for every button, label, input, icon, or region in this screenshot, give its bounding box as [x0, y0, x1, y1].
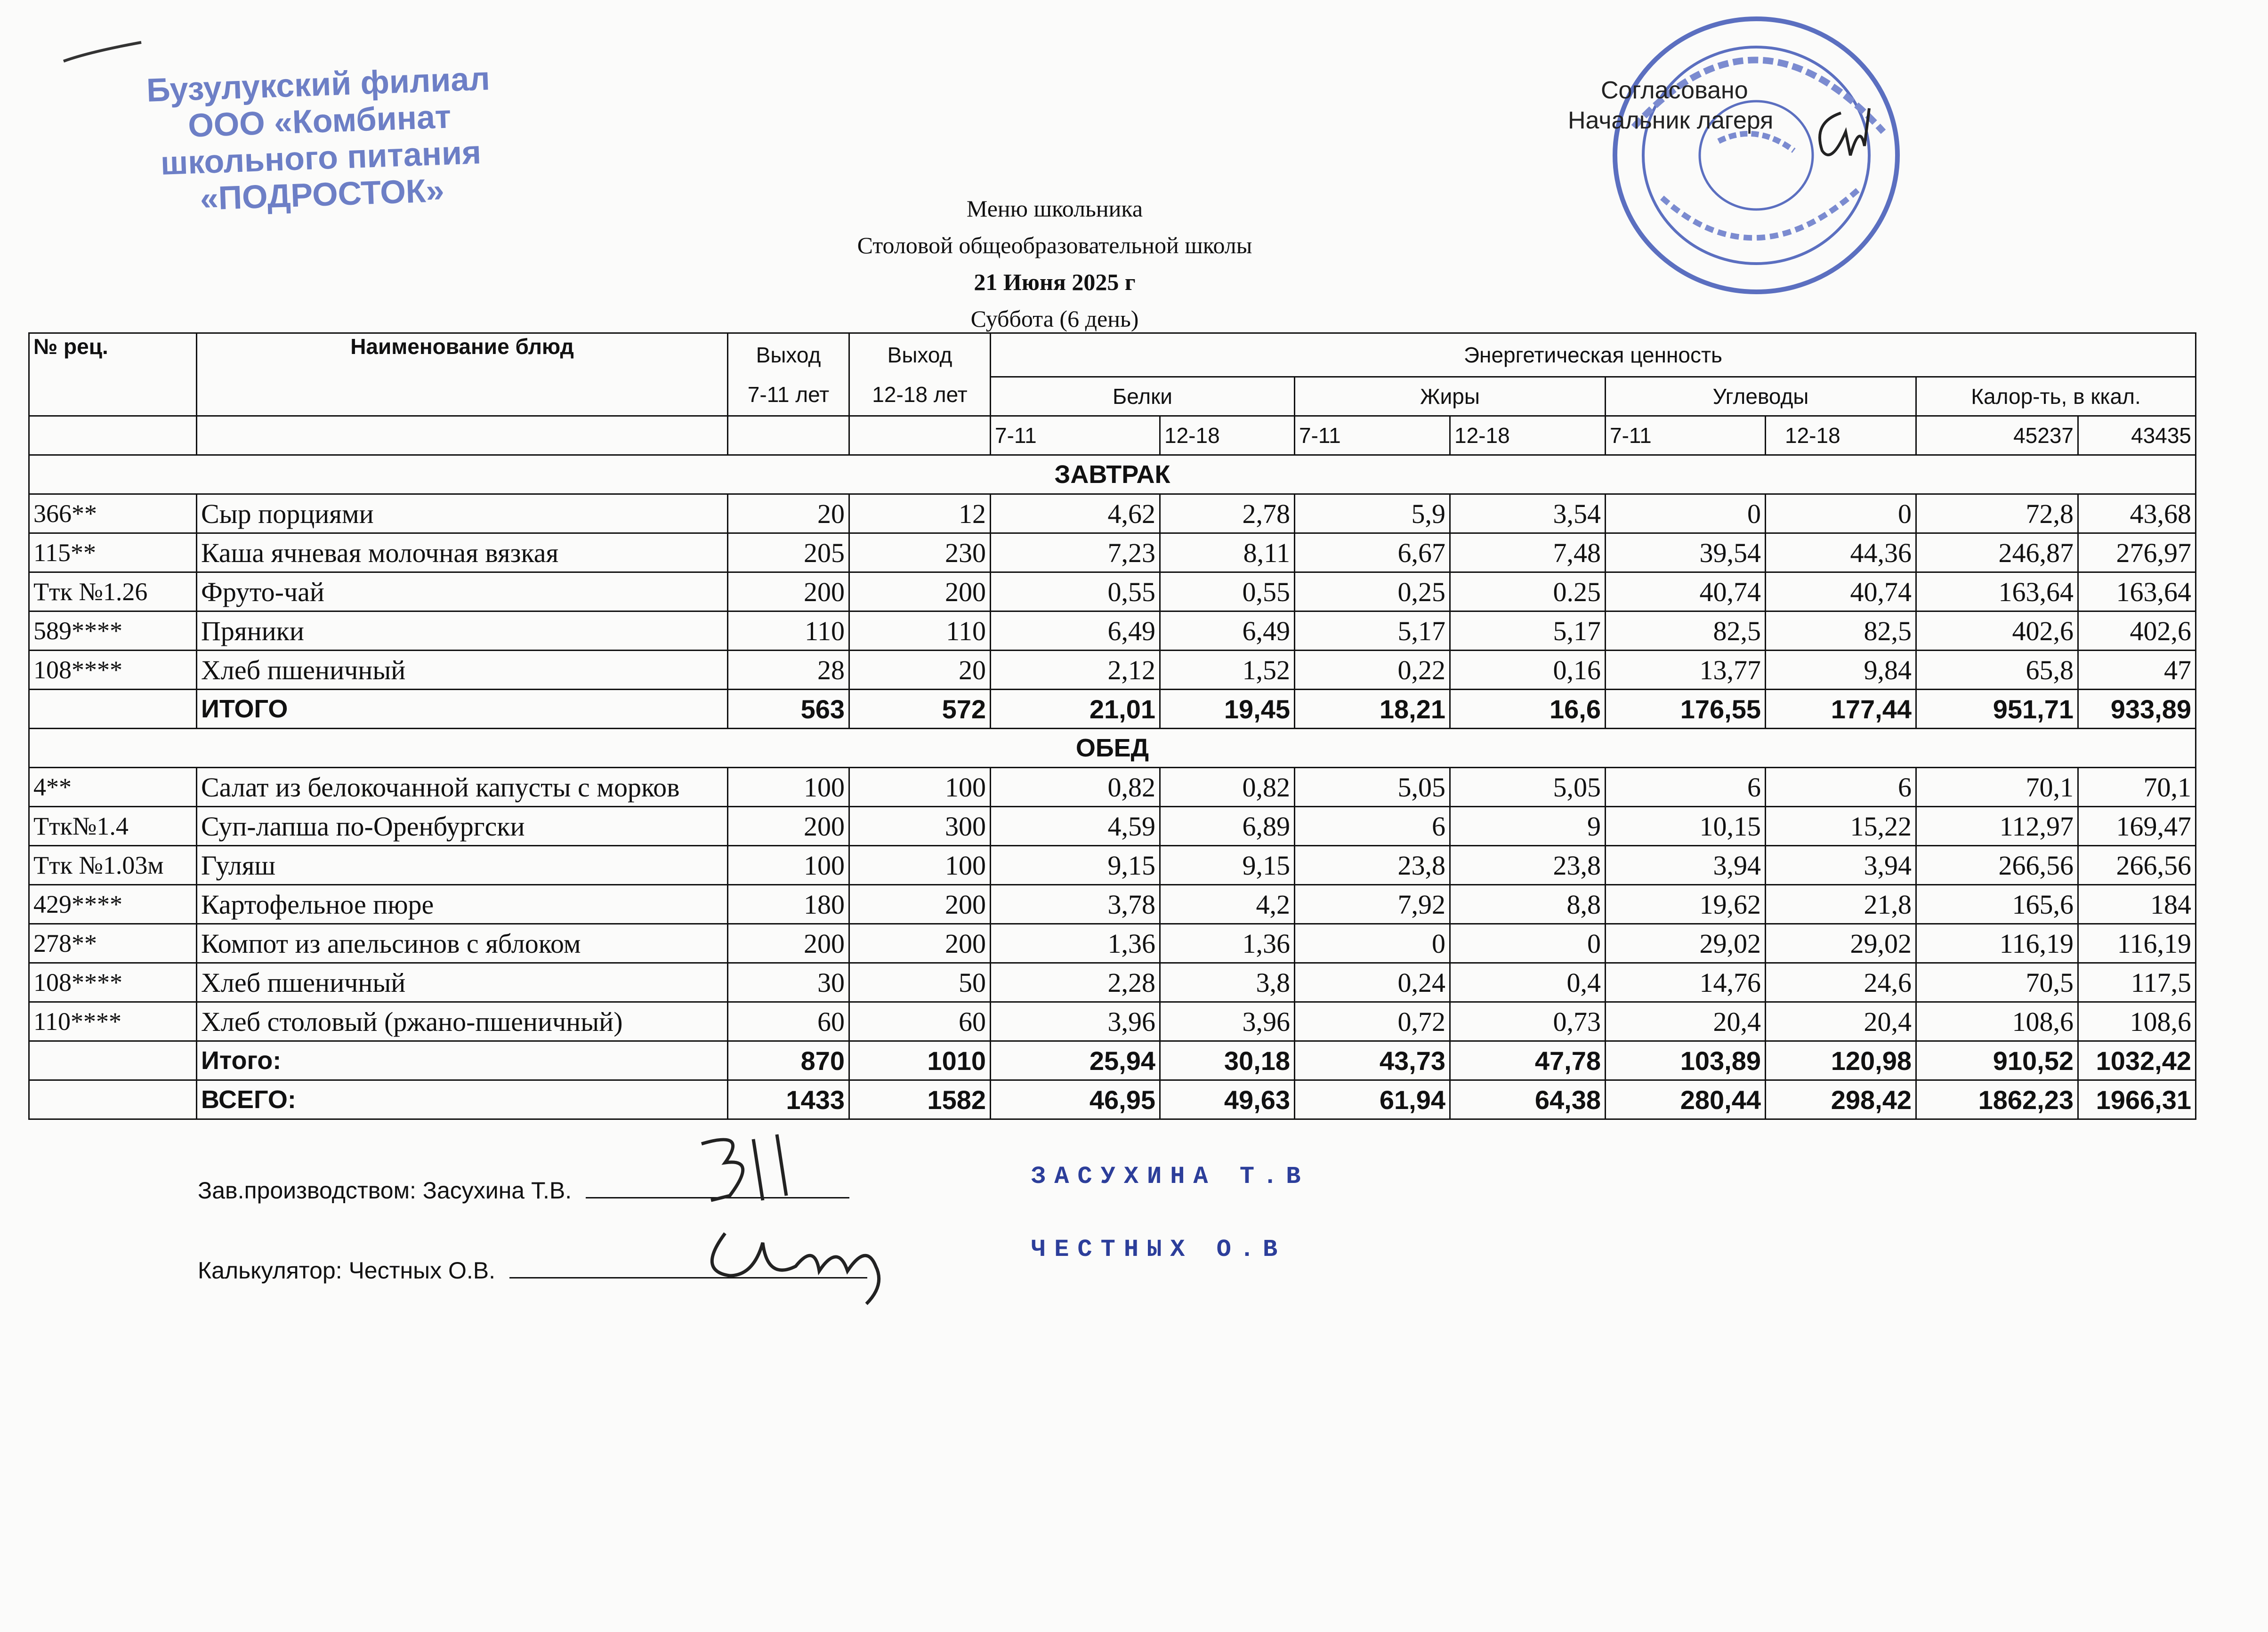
cell-fats-7-11: 18,21	[1295, 690, 1450, 729]
cell-fats-7-11: 0,25	[1295, 572, 1450, 611]
cell-fats-12-18: 8,8	[1450, 885, 1606, 924]
table-row	[29, 611, 2196, 651]
cell-fats-12-18: 64,38	[1450, 1080, 1606, 1119]
cell-carbs-12-18: 9,84	[1766, 651, 1916, 690]
cell-dish-name: Каша ячневая молочная вязкая	[197, 533, 728, 572]
cell-fats-12-18: 3,54	[1450, 494, 1606, 533]
cell-output-12-18: 12	[849, 494, 991, 533]
cell-calories-12-18: 163,64	[2078, 572, 2196, 611]
cell-proteins-12-18: 3,8	[1160, 963, 1295, 1002]
cell-proteins-7-11: 3,78	[991, 885, 1160, 924]
cell-fats-12-18: 0	[1450, 924, 1606, 963]
cell-proteins-12-18: 4,2	[1160, 885, 1295, 924]
cell-output-12-18: 1010	[849, 1041, 991, 1080]
cell-calories-7-11: 163,64	[1916, 572, 2078, 611]
cell-calories-12-18: 47	[2078, 651, 2196, 690]
cell-carbs-7-11: 103,89	[1606, 1041, 1766, 1080]
cell-fats-7-11: 5,9	[1295, 494, 1450, 533]
table-row	[29, 533, 2196, 572]
pen-mark	[61, 38, 146, 66]
cell-calories-12-18: 184	[2078, 885, 2196, 924]
cell-calories-7-11: 65,8	[1916, 651, 2078, 690]
header-carbs-age1: 7-11	[1606, 416, 1766, 455]
cell-proteins-12-18: 30,18	[1160, 1041, 1295, 1080]
cell-calories-12-18: 1032,42	[2078, 1041, 2196, 1080]
cell-fats-12-18: 47,78	[1450, 1041, 1606, 1080]
header-calories-code2: 43435	[2078, 416, 2196, 455]
cell-dish-name: ИТОГО	[197, 690, 728, 729]
cell-proteins-12-18: 2,78	[1160, 494, 1295, 533]
cell-dish-name: Салат из белокочанной капусты с морков	[197, 768, 728, 807]
cell-carbs-7-11: 20,4	[1606, 1002, 1766, 1041]
cell-carbs-12-18: 24,6	[1766, 963, 1916, 1002]
cell-rec-no: 589****	[29, 611, 197, 651]
table-row	[29, 885, 2196, 924]
cell-rec-no	[29, 1080, 197, 1119]
approval-block	[1568, 75, 1773, 136]
org-stamp-line-2: ООО «Комбинат	[187, 98, 452, 144]
cell-rec-no: 429****	[29, 885, 197, 924]
table-row	[29, 963, 2196, 1002]
cell-rec-no: 108****	[29, 963, 197, 1002]
breakfast-total-row	[29, 690, 2196, 729]
org-stamp-line-4: «ПОДРОСТОК»	[199, 171, 445, 217]
header-output-2-label: Выход	[887, 342, 952, 367]
cell-dish-name: Пряники	[197, 611, 728, 651]
table-row	[29, 651, 2196, 690]
head-label: Зав.производством: Засухина Т.В.	[198, 1177, 572, 1204]
cell-output-12-18: 200	[849, 885, 991, 924]
header-fats: Жиры	[1295, 377, 1606, 416]
cell-calories-7-11: 246,87	[1916, 533, 2078, 572]
cell-rec-no: Ттк №1.03м	[29, 846, 197, 885]
cell-rec-no: Ттк№1.4	[29, 807, 197, 846]
cell-fats-7-11: 0,24	[1295, 963, 1450, 1002]
section-lunch: ОБЕД	[29, 729, 2196, 768]
title-date: 21 Июня 2025 г	[974, 269, 1136, 295]
cell-calories-12-18: 276,97	[2078, 533, 2196, 572]
cell-carbs-12-18: 20,4	[1766, 1002, 1916, 1041]
cell-rec-no: 110****	[29, 1002, 197, 1041]
cell-calories-7-11: 70,1	[1916, 768, 2078, 807]
cell-fats-7-11: 0,22	[1295, 651, 1450, 690]
approval-label: Согласовано	[1601, 77, 1748, 104]
cell-calories-7-11: 70,5	[1916, 963, 2078, 1002]
cell-proteins-12-18: 3,96	[1160, 1002, 1295, 1041]
header-empty-3	[728, 416, 849, 455]
cell-carbs-12-18: 15,22	[1766, 807, 1916, 846]
title-day: Суббота (6 день)	[970, 305, 1139, 332]
table-row	[29, 1041, 2196, 1080]
cell-dish-name: Фруто-чай	[197, 572, 728, 611]
cell-proteins-12-18: 9,15	[1160, 846, 1295, 885]
cell-dish-name: Сыр порциями	[197, 494, 728, 533]
header-rec-no: № рец.	[29, 333, 197, 416]
calc-signature	[697, 1214, 904, 1309]
cell-output-12-18: 300	[849, 807, 991, 846]
menu-table	[28, 332, 2196, 1120]
cell-fats-7-11: 0	[1295, 924, 1450, 963]
cell-dish-name: Картофельное пюре	[197, 885, 728, 924]
cell-calories-7-11: 951,71	[1916, 690, 2078, 729]
cell-proteins-12-18: 1,52	[1160, 651, 1295, 690]
cell-output-12-18: 100	[849, 768, 991, 807]
cell-fats-7-11: 6,67	[1295, 533, 1450, 572]
cell-dish-name: Хлеб столовый (ржано-пшеничный)	[197, 1002, 728, 1041]
cell-fats-7-11: 23,8	[1295, 846, 1450, 885]
cell-output-12-18: 100	[849, 846, 991, 885]
cell-proteins-7-11: 2,28	[991, 963, 1160, 1002]
cell-calories-12-18: 169,47	[2078, 807, 2196, 846]
cell-output-7-11: 60	[728, 1002, 849, 1041]
cell-fats-12-18: 5,05	[1450, 768, 1606, 807]
cell-fats-12-18: 0,4	[1450, 963, 1606, 1002]
table-row	[29, 690, 2196, 729]
cell-proteins-12-18: 49,63	[1160, 1080, 1295, 1119]
grand-total-row	[29, 1080, 2196, 1119]
cell-fats-12-18: 0,16	[1450, 651, 1606, 690]
table-row	[29, 572, 2196, 611]
cell-rec-no: 115**	[29, 533, 197, 572]
header-empty-4	[849, 416, 991, 455]
cell-carbs-12-18: 298,42	[1766, 1080, 1916, 1119]
cell-output-12-18: 230	[849, 533, 991, 572]
cell-calories-7-11: 72,8	[1916, 494, 2078, 533]
cell-output-7-11: 20	[728, 494, 849, 533]
cell-proteins-7-11: 46,95	[991, 1080, 1160, 1119]
cell-carbs-12-18: 120,98	[1766, 1041, 1916, 1080]
cell-proteins-7-11: 0,55	[991, 572, 1160, 611]
header-proteins: Белки	[991, 377, 1295, 416]
cell-output-7-11: 200	[728, 924, 849, 963]
cell-proteins-12-18: 6,49	[1160, 611, 1295, 651]
cell-dish-name: Гуляш	[197, 846, 728, 885]
cell-output-7-11: 100	[728, 768, 849, 807]
cell-rec-no	[29, 1041, 197, 1080]
cell-carbs-12-18: 6	[1766, 768, 1916, 807]
cell-proteins-7-11: 4,59	[991, 807, 1160, 846]
table-row	[29, 1002, 2196, 1041]
cell-carbs-7-11: 19,62	[1606, 885, 1766, 924]
header-output-2-age: 12-18 лет	[872, 382, 968, 407]
cell-output-12-18: 110	[849, 611, 991, 651]
cell-dish-name: ВСЕГО:	[197, 1080, 728, 1119]
header-calories-code1: 45237	[1916, 416, 2078, 455]
cell-fats-7-11: 43,73	[1295, 1041, 1450, 1080]
org-stamp-line-3: школьного питания	[160, 134, 482, 182]
cell-proteins-12-18: 19,45	[1160, 690, 1295, 729]
cell-fats-12-18: 7,48	[1450, 533, 1606, 572]
cell-carbs-7-11: 39,54	[1606, 533, 1766, 572]
cell-calories-7-11: 116,19	[1916, 924, 2078, 963]
lunch-rows	[29, 768, 2196, 1041]
cell-carbs-12-18: 0	[1766, 494, 1916, 533]
header-calories: Калор-ть, в ккал.	[1916, 377, 2196, 416]
cell-calories-12-18: 266,56	[2078, 846, 2196, 885]
cell-output-7-11: 180	[728, 885, 849, 924]
cell-fats-12-18: 0,73	[1450, 1002, 1606, 1041]
cell-fats-7-11: 61,94	[1295, 1080, 1450, 1119]
document-title	[0, 190, 2109, 337]
cell-output-7-11: 200	[728, 807, 849, 846]
cell-calories-7-11: 1862,23	[1916, 1080, 2078, 1119]
header-fats-age2: 12-18	[1450, 416, 1606, 455]
approval-position: Начальник лагеря	[1568, 107, 1774, 134]
cell-proteins-7-11: 0,82	[991, 768, 1160, 807]
header-output-1-age: 7-11 лет	[747, 382, 830, 407]
cell-carbs-7-11: 280,44	[1606, 1080, 1766, 1119]
cell-carbs-7-11: 13,77	[1606, 651, 1766, 690]
cell-dish-name: Хлеб пшеничный	[197, 963, 728, 1002]
cell-carbs-12-18: 3,94	[1766, 846, 1916, 885]
cell-fats-7-11: 5,05	[1295, 768, 1450, 807]
header-dish-name: Наименование блюд	[197, 333, 728, 416]
cell-output-12-18: 20	[849, 651, 991, 690]
header-proteins-age2: 12-18	[1160, 416, 1295, 455]
cell-output-12-18: 572	[849, 690, 991, 729]
cell-fats-7-11: 7,92	[1295, 885, 1450, 924]
cell-fats-12-18: 5,17	[1450, 611, 1606, 651]
header-empty-2	[197, 416, 728, 455]
cell-fats-7-11: 0,72	[1295, 1002, 1450, 1041]
cell-carbs-7-11: 6	[1606, 768, 1766, 807]
cell-proteins-7-11: 6,49	[991, 611, 1160, 651]
cell-dish-name: Итого:	[197, 1041, 728, 1080]
cell-proteins-7-11: 9,15	[991, 846, 1160, 885]
cell-carbs-7-11: 40,74	[1606, 572, 1766, 611]
cell-proteins-7-11: 1,36	[991, 924, 1160, 963]
cell-output-12-18: 50	[849, 963, 991, 1002]
cell-proteins-12-18: 0,55	[1160, 572, 1295, 611]
org-stamp-line-1: Бузулукский филиал	[145, 60, 491, 109]
cell-rec-no: 278**	[29, 924, 197, 963]
title-line-2: Столовой общеобразовательной школы	[857, 232, 1252, 258]
cell-output-7-11: 110	[728, 611, 849, 651]
cell-output-12-18: 200	[849, 924, 991, 963]
cell-proteins-7-11: 3,96	[991, 1002, 1160, 1041]
approval-signature	[1803, 104, 1874, 169]
cell-dish-name: Суп-лапша по-Оренбургски	[197, 807, 728, 846]
cell-carbs-12-18: 21,8	[1766, 885, 1916, 924]
cell-fats-12-18: 0.25	[1450, 572, 1606, 611]
cell-calories-12-18: 117,5	[2078, 963, 2196, 1002]
cell-carbs-12-18: 29,02	[1766, 924, 1916, 963]
cell-fats-7-11: 6	[1295, 807, 1450, 846]
table-row	[29, 494, 2196, 533]
cell-output-7-11: 200	[728, 572, 849, 611]
cell-output-7-11: 205	[728, 533, 849, 572]
cell-calories-7-11: 910,52	[1916, 1041, 2078, 1080]
cell-rec-no: 108****	[29, 651, 197, 690]
cell-carbs-7-11: 14,76	[1606, 963, 1766, 1002]
cell-calories-12-18: 1966,31	[2078, 1080, 2196, 1119]
cell-fats-12-18: 23,8	[1450, 846, 1606, 885]
cell-carbs-7-11: 3,94	[1606, 846, 1766, 885]
cell-calories-12-18: 70,1	[2078, 768, 2196, 807]
cell-calories-12-18: 108,6	[2078, 1002, 2196, 1041]
cell-fats-7-11: 5,17	[1295, 611, 1450, 651]
table-row	[29, 846, 2196, 885]
cell-dish-name: Хлеб пшеничный	[197, 651, 728, 690]
cell-fats-12-18: 16,6	[1450, 690, 1606, 729]
table-row	[29, 924, 2196, 963]
cell-output-7-11: 870	[728, 1041, 849, 1080]
cell-proteins-12-18: 1,36	[1160, 924, 1295, 963]
calc-name-stamp: ЧЕСТНЫХ О.В	[1031, 1236, 1286, 1263]
cell-carbs-12-18: 82,5	[1766, 611, 1916, 651]
cell-carbs-12-18: 40,74	[1766, 572, 1916, 611]
header-output-1	[728, 333, 849, 416]
cell-calories-12-18: 116,19	[2078, 924, 2196, 963]
cell-calories-7-11: 112,97	[1916, 807, 2078, 846]
cell-rec-no: 4**	[29, 768, 197, 807]
cell-proteins-12-18: 6,89	[1160, 807, 1295, 846]
cell-proteins-7-11: 21,01	[991, 690, 1160, 729]
cell-output-12-18: 60	[849, 1002, 991, 1041]
table-row	[29, 768, 2196, 807]
cell-proteins-7-11: 4,62	[991, 494, 1160, 533]
cell-proteins-12-18: 0,82	[1160, 768, 1295, 807]
cell-proteins-7-11: 2,12	[991, 651, 1160, 690]
cell-carbs-7-11: 29,02	[1606, 924, 1766, 963]
title-line-1: Меню школьника	[966, 195, 1143, 222]
header-output-2	[849, 333, 991, 416]
calc-label: Калькулятор: Честных О.В.	[198, 1257, 495, 1284]
cell-calories-7-11: 402,6	[1916, 611, 2078, 651]
cell-proteins-7-11: 25,94	[991, 1041, 1160, 1080]
cell-carbs-12-18: 177,44	[1766, 690, 1916, 729]
cell-output-7-11: 100	[728, 846, 849, 885]
cell-fats-12-18: 9	[1450, 807, 1606, 846]
cell-calories-12-18: 933,89	[2078, 690, 2196, 729]
header-proteins-age1: 7-11	[991, 416, 1160, 455]
section-breakfast: ЗАВТРАК	[29, 455, 2196, 494]
cell-calories-12-18: 43,68	[2078, 494, 2196, 533]
cell-proteins-7-11: 7,23	[991, 533, 1160, 572]
cell-calories-7-11: 266,56	[1916, 846, 2078, 885]
cell-carbs-7-11: 10,15	[1606, 807, 1766, 846]
cell-carbs-7-11: 176,55	[1606, 690, 1766, 729]
header-output-1-label: Выход	[756, 342, 821, 367]
header-energy: Энергетическая ценность	[991, 333, 2196, 377]
cell-carbs-12-18: 44,36	[1766, 533, 1916, 572]
lunch-total-row	[29, 1041, 2196, 1080]
cell-output-7-11: 563	[728, 690, 849, 729]
cell-carbs-7-11: 82,5	[1606, 611, 1766, 651]
cell-calories-7-11: 108,6	[1916, 1002, 2078, 1041]
cell-output-12-18: 200	[849, 572, 991, 611]
cell-output-7-11: 28	[728, 651, 849, 690]
table-row	[29, 1080, 2196, 1119]
cell-rec-no: 366**	[29, 494, 197, 533]
head-signature	[683, 1130, 805, 1214]
cell-calories-12-18: 402,6	[2078, 611, 2196, 651]
header-carbs: Углеводы	[1606, 377, 1916, 416]
header-empty-1	[29, 416, 197, 455]
cell-carbs-7-11: 0	[1606, 494, 1766, 533]
cell-dish-name: Компот из апельсинов с яблоком	[197, 924, 728, 963]
cell-calories-7-11: 165,6	[1916, 885, 2078, 924]
header-carbs-age2: 12-18	[1766, 416, 1916, 455]
cell-output-7-11: 1433	[728, 1080, 849, 1119]
header-fats-age1: 7-11	[1295, 416, 1450, 455]
breakfast-rows	[29, 494, 2196, 690]
cell-rec-no: Ттк №1.26	[29, 572, 197, 611]
table-row	[29, 807, 2196, 846]
cell-proteins-12-18: 8,11	[1160, 533, 1295, 572]
head-name-stamp: ЗАСУХИНА Т.В	[1031, 1163, 1309, 1190]
cell-output-12-18: 1582	[849, 1080, 991, 1119]
cell-output-7-11: 30	[728, 963, 849, 1002]
cell-rec-no	[29, 690, 197, 729]
